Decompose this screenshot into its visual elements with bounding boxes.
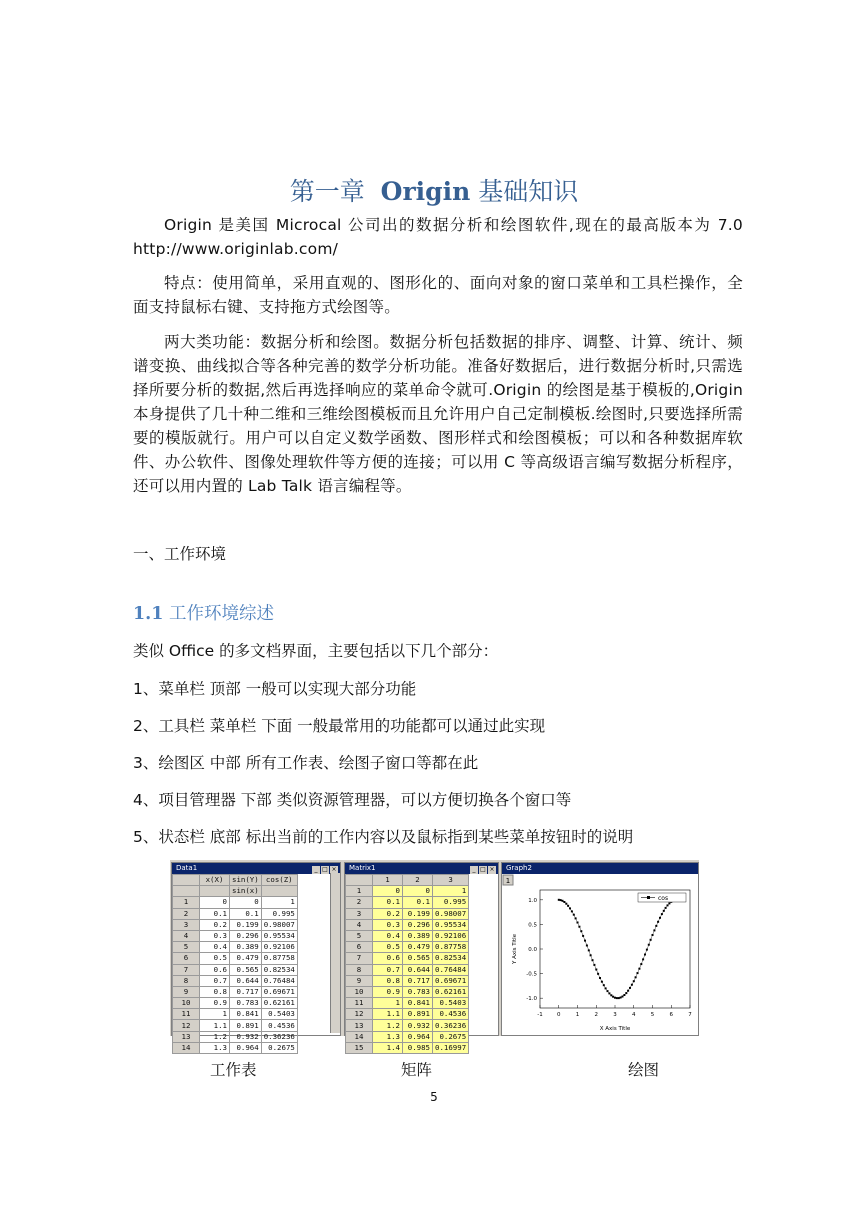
x-tick-label: 2 <box>594 1012 598 1018</box>
table-cell[interactable]: 1.3 <box>373 1031 403 1042</box>
table-row <box>346 886 469 897</box>
table-row <box>346 919 469 930</box>
table-cell[interactable]: 0.3 <box>200 930 230 941</box>
data-point <box>588 949 590 951</box>
intro-paragraph-3: 两大类功能：数据分析和绘图。数据分析包括数据的排序、调整、计算、统计、频谱变换、曲线拟合等各种完善的数学分析功能。准备好数据后，进行数据分析时,只需选择所要分析的数据,然后再选择响应的菜单命令就可.Origin 的绘图是基于模板的,Origin 本身提供了几十种二维和三维绘图模板而且允许用户自己定制模板.绘图时,只要选择所需要的模版就行。用户可以自定义数学函数、图形样式和绘图模板；可以和各种数据库软件、办公软件、图像处理软件等方便的连接；可以用 C 等高级语言编写数据分析程序，还可以用内置的 Lab Talk 语言编程等。 <box>133 333 743 495</box>
data-point <box>565 903 567 905</box>
data-point <box>646 949 648 951</box>
table-row <box>346 986 469 997</box>
title-bold: Origin <box>380 177 471 206</box>
table-cell[interactable]: 0.565 <box>403 953 433 964</box>
column-header[interactable]: x(X) <box>200 875 230 886</box>
data-point <box>659 917 661 919</box>
data-point <box>601 981 603 983</box>
x-tick-label: 3 <box>613 1012 617 1018</box>
table-row <box>346 1031 469 1042</box>
table-cell[interactable]: 0.565 <box>230 964 262 975</box>
column-subheader <box>200 886 230 897</box>
table-cell[interactable]: 0.4 <box>200 942 230 953</box>
row-header[interactable]: 7 <box>173 964 200 975</box>
y-axis-label: Y Axis Title <box>512 933 518 965</box>
data-point <box>631 984 633 986</box>
table-cell[interactable]: 0.8 <box>373 975 403 986</box>
row-header[interactable]: 12 <box>346 1009 373 1020</box>
table-cell[interactable]: 0.98007 <box>261 919 297 930</box>
row-header[interactable]: 5 <box>346 930 373 941</box>
data-point <box>650 939 652 941</box>
table-cell[interactable]: 0.5403 <box>433 998 469 1009</box>
graph-titlebar: Graph2 <box>502 863 698 874</box>
row-header[interactable]: 7 <box>346 953 373 964</box>
data-point <box>640 963 642 965</box>
table-cell[interactable]: 0 <box>230 897 262 908</box>
row-header[interactable]: 8 <box>346 964 373 975</box>
table-cell[interactable]: 0.5403 <box>261 1009 297 1020</box>
table-cell[interactable]: 0.717 <box>230 986 262 997</box>
data-point <box>605 987 607 989</box>
x-axis <box>537 1005 692 1018</box>
x-tick-label: 4 <box>632 1012 636 1018</box>
table-cell[interactable]: 0.82534 <box>261 964 297 975</box>
close-icon[interactable]: × <box>489 866 495 873</box>
table-row <box>173 986 298 997</box>
corner-cell <box>346 875 373 886</box>
table-row <box>173 1042 298 1053</box>
table-cell[interactable]: 0.717 <box>403 975 433 986</box>
table-row <box>173 975 298 986</box>
legend-marker-icon <box>647 896 650 899</box>
table-cell[interactable]: 0.5 <box>200 953 230 964</box>
column-subheader <box>261 886 297 897</box>
table-cell[interactable]: 0.4536 <box>261 1020 297 1031</box>
table-row <box>173 1031 298 1042</box>
table-cell[interactable]: 0.62161 <box>433 986 469 997</box>
data-point <box>638 968 640 970</box>
row-header[interactable]: 5 <box>173 942 200 953</box>
x-tick-label: 0 <box>557 1012 561 1018</box>
row-header[interactable]: 14 <box>346 1031 373 1042</box>
subsection-heading: 1.1 工作环境综述 <box>133 604 275 624</box>
table-cell[interactable]: 0.87758 <box>261 953 297 964</box>
table-row <box>173 953 298 964</box>
data-point <box>668 902 670 904</box>
table-cell[interactable]: 1.2 <box>373 1020 403 1031</box>
table-cell[interactable]: 0.964 <box>230 1042 262 1053</box>
table-cell[interactable]: 1 <box>261 897 297 908</box>
data-point <box>610 994 612 996</box>
table-row <box>173 919 298 930</box>
matrix-grid <box>345 874 469 1054</box>
data-point <box>623 994 625 996</box>
table-cell[interactable]: 0.841 <box>403 998 433 1009</box>
table-cell[interactable]: 0.76484 <box>433 964 469 975</box>
table-row <box>173 964 298 975</box>
table-row <box>173 998 298 1009</box>
table-row <box>173 897 298 908</box>
table-cell[interactable]: 0.6 <box>200 964 230 975</box>
table-cell[interactable]: 0.479 <box>230 953 262 964</box>
row-header[interactable]: 3 <box>346 908 373 919</box>
caption-graph: 绘图 <box>628 1061 660 1079</box>
row-header[interactable]: 6 <box>346 942 373 953</box>
table-row <box>346 930 469 941</box>
table-cell[interactable]: 0.199 <box>230 919 262 930</box>
table-cell[interactable]: 0.891 <box>230 1020 262 1031</box>
legend-label: cos <box>658 895 669 902</box>
intro-paragraph-1: Origin 是美国 Microcal 公司出的数据分析和绘图软件,现在的最高版本为 7.0 http://www.originlab.com/ <box>133 216 743 258</box>
column-header[interactable]: 2 <box>403 875 433 886</box>
table-row <box>346 998 469 1009</box>
table-cell[interactable]: 1.1 <box>200 1020 230 1031</box>
x-tick-label: -1 <box>537 1012 543 1018</box>
table-row <box>173 942 298 953</box>
row-header[interactable]: 10 <box>346 986 373 997</box>
data-point <box>620 997 622 999</box>
table-cell[interactable]: 0.1 <box>373 897 403 908</box>
column-header[interactable]: 1 <box>373 875 403 886</box>
table-cell[interactable]: 0.62161 <box>261 998 297 1009</box>
table-cell[interactable]: 0.644 <box>403 964 433 975</box>
data-point <box>653 929 655 931</box>
table-cell[interactable]: 0.69671 <box>261 986 297 997</box>
data-point <box>622 996 624 998</box>
row-header[interactable]: 3 <box>173 919 200 930</box>
table-cell[interactable]: 0.2675 <box>433 1031 469 1042</box>
table-row <box>346 1042 469 1053</box>
data-point <box>661 913 663 915</box>
list-item: 1、菜单栏 顶部 一般可以实现大部分功能 <box>133 680 417 698</box>
data-point <box>633 980 635 982</box>
data-point <box>603 984 605 986</box>
table-cell[interactable]: 0.995 <box>433 897 469 908</box>
data-point <box>586 945 588 947</box>
row-header[interactable]: 11 <box>346 998 373 1009</box>
table-cell[interactable]: 0.98007 <box>433 908 469 919</box>
table-cell[interactable]: 0.389 <box>230 942 262 953</box>
table-cell[interactable]: 0.644 <box>230 975 262 986</box>
row-header[interactable]: 2 <box>346 897 373 908</box>
table-cell[interactable]: 0.69671 <box>433 975 469 986</box>
data-point <box>667 904 669 906</box>
data-point <box>648 944 650 946</box>
y-tick-label: -0.5 <box>526 971 537 978</box>
data-point <box>592 959 594 961</box>
data-point <box>597 973 599 975</box>
list-intro: 类似 Office 的多文档界面，主要包括以下几个部分： <box>133 642 499 660</box>
data-point <box>608 992 610 994</box>
data-point <box>663 910 665 912</box>
data-point <box>644 954 646 956</box>
data-point <box>652 934 654 936</box>
table-cell[interactable]: 0.841 <box>230 1009 262 1020</box>
table-row <box>346 897 469 908</box>
data-point <box>614 997 616 999</box>
y-axis <box>526 898 543 1002</box>
row-header[interactable]: 14 <box>173 1042 200 1053</box>
table-row <box>346 1009 469 1020</box>
maximize-icon[interactable]: □ <box>480 866 486 873</box>
maximize-icon[interactable]: □ <box>322 866 328 873</box>
table-cell[interactable]: 0.36236 <box>261 1031 297 1042</box>
data-point <box>562 900 564 902</box>
section-heading: 一、工作环境 <box>133 545 227 563</box>
table-cell[interactable]: 0.932 <box>403 1020 433 1031</box>
table-cell[interactable]: 0.92106 <box>433 930 469 941</box>
table-cell[interactable]: 1.3 <box>200 1042 230 1053</box>
row-header[interactable]: 6 <box>173 953 200 964</box>
data-point <box>582 935 584 937</box>
table-cell[interactable]: 0.7 <box>373 964 403 975</box>
data-series-cos <box>558 899 676 999</box>
table-cell[interactable]: 0.4536 <box>433 1009 469 1020</box>
table-row <box>346 908 469 919</box>
caption-matrix: 矩阵 <box>401 1061 433 1079</box>
table-cell[interactable]: 0.1 <box>200 908 230 919</box>
data-point <box>569 907 571 909</box>
minimize-icon[interactable]: _ <box>312 866 320 874</box>
plot-frame <box>540 890 690 1008</box>
row-header[interactable]: 12 <box>173 1020 200 1031</box>
worksheet-grid <box>172 874 298 1054</box>
list-item: 2、工具栏 菜单栏 下面 一般最常用的功能都可以通过此实现 <box>133 717 546 735</box>
row-header[interactable]: 15 <box>346 1042 373 1053</box>
corner-cell <box>173 886 200 897</box>
table-cell[interactable]: 0.2 <box>373 908 403 919</box>
data-point <box>577 922 579 924</box>
row-header[interactable]: 4 <box>173 930 200 941</box>
data-point <box>575 917 577 919</box>
table-cell[interactable]: 0.389 <box>403 930 433 941</box>
table-cell[interactable]: 0.964 <box>403 1031 433 1042</box>
table-cell[interactable]: 0.1 <box>403 897 433 908</box>
table-cell[interactable]: 0.4 <box>373 930 403 941</box>
table-cell[interactable]: 0.87758 <box>433 942 469 953</box>
data-point <box>612 996 614 998</box>
table-row <box>173 930 298 941</box>
data-point <box>560 899 562 901</box>
table-cell[interactable]: 1.4 <box>373 1042 403 1053</box>
table-cell[interactable]: 0.9 <box>200 998 230 1009</box>
table-cell[interactable]: 0.2 <box>200 919 230 930</box>
table-cell[interactable]: 0.76484 <box>261 975 297 986</box>
table-cell[interactable]: 0.3 <box>373 919 403 930</box>
matrix-titlebar: Matrix1 _ □ × <box>345 863 498 874</box>
data-point <box>618 997 620 999</box>
worksheet-scrollbar[interactable] <box>330 873 340 1033</box>
row-header[interactable]: 2 <box>173 908 200 919</box>
table-cell[interactable]: 0.783 <box>403 986 433 997</box>
table-cell[interactable]: 0.985 <box>403 1042 433 1053</box>
intro-paragraph-2: 特点：使用简单，采用直观的、图形化的、面向对象的窗口菜单和工具栏操作，全面支持鼠标右键、支持拖方式绘图等。 <box>133 274 743 316</box>
graph-plot <box>502 874 698 1034</box>
table-cell[interactable]: 0 <box>200 897 230 908</box>
row-header[interactable]: 10 <box>173 998 200 1009</box>
data-point <box>563 901 565 903</box>
data-point <box>573 914 575 916</box>
row-header[interactable]: 13 <box>346 1020 373 1031</box>
table-cell[interactable]: 0.199 <box>403 908 433 919</box>
list-item: 3、绘图区 中部 所有工作表、绘图子窗口等都在此 <box>133 754 479 772</box>
table-cell[interactable]: 0.82534 <box>433 953 469 964</box>
data-point <box>558 899 560 901</box>
table-cell[interactable]: 0.6 <box>373 953 403 964</box>
x-tick-label: 6 <box>669 1012 673 1018</box>
y-tick-label: 0.5 <box>528 922 537 929</box>
series-line <box>559 900 675 998</box>
table-row <box>346 1020 469 1031</box>
table-cell[interactable]: 1 <box>433 886 469 897</box>
data-point <box>567 905 569 907</box>
data-point <box>627 990 629 992</box>
data-point <box>629 987 631 989</box>
table-cell[interactable]: 0.2675 <box>261 1042 297 1053</box>
data-point <box>655 925 657 927</box>
table-cell[interactable]: 0.296 <box>230 930 262 941</box>
table-cell[interactable]: 0 <box>373 886 403 897</box>
layer-number: 1 <box>505 877 511 885</box>
table-cell[interactable]: 1 <box>373 998 403 1009</box>
table-cell[interactable]: 1.1 <box>373 1009 403 1020</box>
row-header[interactable]: 9 <box>346 975 373 986</box>
table-cell[interactable]: 0.5 <box>373 942 403 953</box>
table-cell[interactable]: 1.2 <box>200 1031 230 1042</box>
table-cell[interactable]: 0.479 <box>403 942 433 953</box>
table-cell[interactable]: 0.16997 <box>433 1042 469 1053</box>
worksheet-window <box>171 862 341 1052</box>
table-cell[interactable]: 0.1 <box>230 908 262 919</box>
table-cell[interactable]: 0.8 <box>200 986 230 997</box>
table-cell[interactable]: 0.296 <box>403 919 433 930</box>
caption-worksheet: 工作表 <box>210 1061 257 1079</box>
origin-screenshot-figure <box>170 860 699 1052</box>
data-point <box>590 954 592 956</box>
row-header[interactable]: 1 <box>346 886 373 897</box>
table-row <box>346 975 469 986</box>
table-cell[interactable]: 0 <box>403 886 433 897</box>
table-cell[interactable]: 0.7 <box>200 975 230 986</box>
data-point <box>637 972 639 974</box>
table-cell[interactable]: 0.783 <box>230 998 262 1009</box>
table-row <box>173 1009 298 1020</box>
y-tick-label: 0.0 <box>528 947 537 953</box>
graph-window <box>501 862 699 1036</box>
x-tick-label: 7 <box>688 1012 692 1018</box>
data-point <box>571 910 573 912</box>
table-cell[interactable]: 0.92106 <box>261 942 297 953</box>
data-point <box>642 958 644 960</box>
column-subheader: sin(x) <box>230 886 262 897</box>
data-point <box>593 964 595 966</box>
corner-cell <box>173 875 200 886</box>
x-axis-label: X Axis Title <box>599 1026 631 1032</box>
data-point <box>625 992 627 994</box>
data-point <box>595 969 597 971</box>
column-header[interactable]: 3 <box>433 875 469 886</box>
table-row <box>173 908 298 919</box>
page-number: 5 <box>430 1090 438 1104</box>
row-header[interactable]: 9 <box>173 986 200 997</box>
table-cell[interactable]: 0.95534 <box>261 930 297 941</box>
data-point <box>578 926 580 928</box>
table-cell[interactable]: 1 <box>200 1009 230 1020</box>
matrix-window <box>344 862 499 1052</box>
list-item: 4、项目管理器 下部 类似资源管理器，可以方便切换各个窗口等 <box>133 791 572 809</box>
x-tick-label: 5 <box>650 1012 655 1018</box>
column-header[interactable]: sin(Y) <box>230 875 262 886</box>
data-point <box>580 930 582 932</box>
column-header[interactable]: cos(Z) <box>261 875 297 886</box>
row-header[interactable]: 13 <box>173 1031 200 1042</box>
worksheet-titlebar: Data1 _ □ × <box>172 863 340 874</box>
y-tick-label: 1.0 <box>528 897 537 904</box>
data-point <box>665 907 667 909</box>
data-point <box>616 997 618 999</box>
row-header[interactable]: 11 <box>173 1009 200 1020</box>
table-cell[interactable]: 0.995 <box>261 908 297 919</box>
data-point <box>607 990 609 992</box>
table-row <box>346 942 469 953</box>
table-row <box>346 953 469 964</box>
row-header[interactable]: 4 <box>346 919 373 930</box>
data-point <box>657 921 659 923</box>
chapter-title: 第一章 Origin 基础知识 <box>289 177 579 206</box>
table-row <box>173 1020 298 1031</box>
table-cell[interactable]: 0.891 <box>403 1009 433 1020</box>
minimize-icon[interactable]: _ <box>470 866 478 874</box>
close-icon[interactable]: × <box>331 866 337 873</box>
data-point <box>635 976 637 978</box>
table-cell[interactable]: 0.95534 <box>433 919 469 930</box>
row-header[interactable]: 8 <box>173 975 200 986</box>
table-cell[interactable]: 0.932 <box>230 1031 262 1042</box>
data-point <box>599 977 601 979</box>
data-point <box>584 940 586 942</box>
x-tick-label: 1 <box>575 1012 580 1018</box>
list-item: 5、状态栏 底部 标出当前的工作内容以及鼠标指到某些菜单按钮时的说明 <box>133 828 634 846</box>
table-cell[interactable]: 0.36236 <box>433 1020 469 1031</box>
y-tick-label: -1.0 <box>526 996 537 1003</box>
table-row <box>346 964 469 975</box>
row-header[interactable]: 1 <box>173 897 200 908</box>
table-cell[interactable]: 0.9 <box>373 986 403 997</box>
